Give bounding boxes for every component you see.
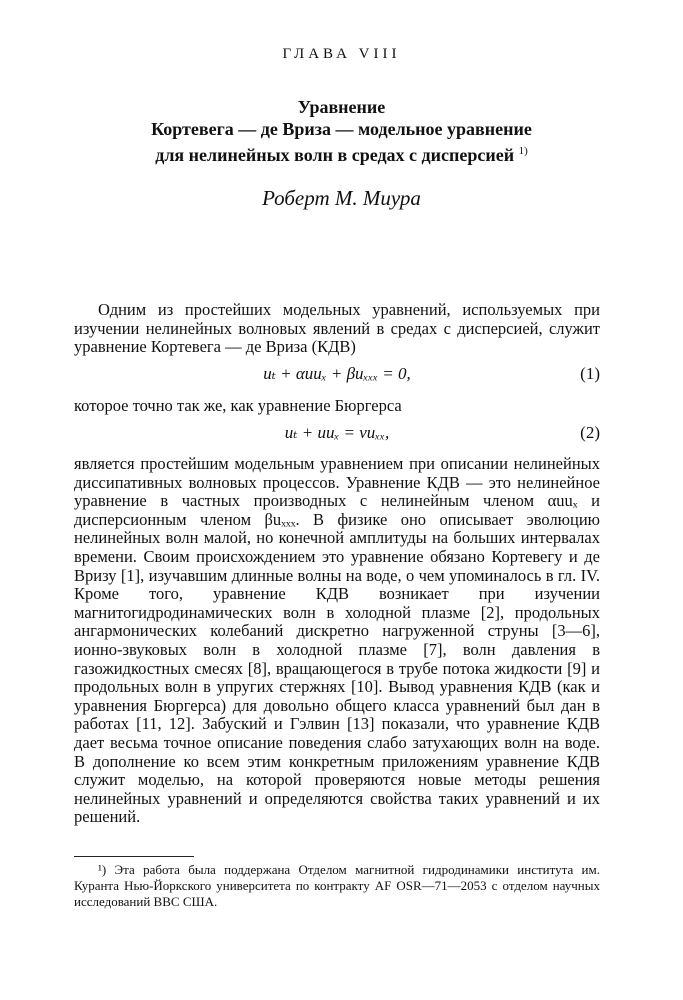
paragraph-burgers: которое точно так же, как уравнение Бюргерса (74, 396, 402, 415)
title-line-2: Кортевега — де Вриза — модельное уравнение (151, 119, 532, 139)
equation-1-number: (1) (580, 364, 600, 383)
footnote-divider (74, 856, 194, 857)
equation-2 (74, 423, 600, 445)
footnote-text: ¹) Эта работа была поддержана Отделом магнитной гидродинамики института им. Куранта Нью-Йоркского университета по контракту AF OSR—71—2053 с отделом научных исследований ВВС США. (74, 862, 600, 909)
footnote-marker: 1) (518, 145, 528, 157)
title-line-3-text: для нелинейных волн в средах с дисперсией (155, 145, 515, 165)
footnote (74, 862, 600, 910)
equation-2-formula: uₜ + uuₓ = νuₓₓ, (284, 423, 390, 442)
equation-2-number: (2) (580, 423, 600, 442)
equation-1 (74, 364, 600, 386)
chapter-heading: ГЛАВА VIII (282, 46, 401, 62)
chapter-title (60, 96, 623, 166)
paragraph-main: является простейшим модельным уравнением при описании нелинейных диссипативных волновых процессов. Уравнение КДВ — это нелинейное уравнение в частных производных с нелинейным членом αuuₓ и дисперсионным членом βuₓₓₓ. В физике оно описывает эволюцию нелинейных волн малой, но конечной амплитуды на больших интервалах времени. Своим происхождением это уравнение обязано Кортевегу и де Вризу [1], изучавшим длинные волны на воде, о чем упоминалось в гл. IV. Кроме того, уравнение КДВ возникает при изучении магнитогидродинамических волн в холодной плазме [2], продольных ангармонических колебаний дискретно нагруженной струны [3—6], ионно-звуковых волн в холодной плазме [7], волн давления в газожидкостных смесях [8], вращающегося в трубе потока жидкости [9] и продольных волн в упругих стержнях [10]. Вывод уравнения КДВ (как и уравнения Бюргерса) для довольно общего класса уравнений был дан в работах [11, 12]. Забуский и Гэлвин [13] показали, что уравнение КДВ дает весьма точное описание поведения слабо затухающих волн на воде. В дополнение ко всем этим конкретным приложениям уравнение КДВ служит моделью, на которой проверяются новые методы решения нелинейных уравнений и определяются свойства таких уравнений и их решений. (74, 454, 600, 827)
title-line-1: Уравнение (297, 97, 386, 117)
paragraph-intro (74, 301, 600, 357)
paragraph-intro-text: Одним из простейших модельных уравнений, используемых при изучении нелинейных волновых явлений в средах с дисперсией, служит уравнение Кортевега — де Вриза (КДВ) (74, 300, 600, 357)
equation-1-formula: uₜ + αuuₓ + βuₓₓₓ = 0, (263, 364, 411, 383)
author-name: Роберт М. Миура (262, 186, 421, 210)
title-line-3 (60, 140, 623, 166)
